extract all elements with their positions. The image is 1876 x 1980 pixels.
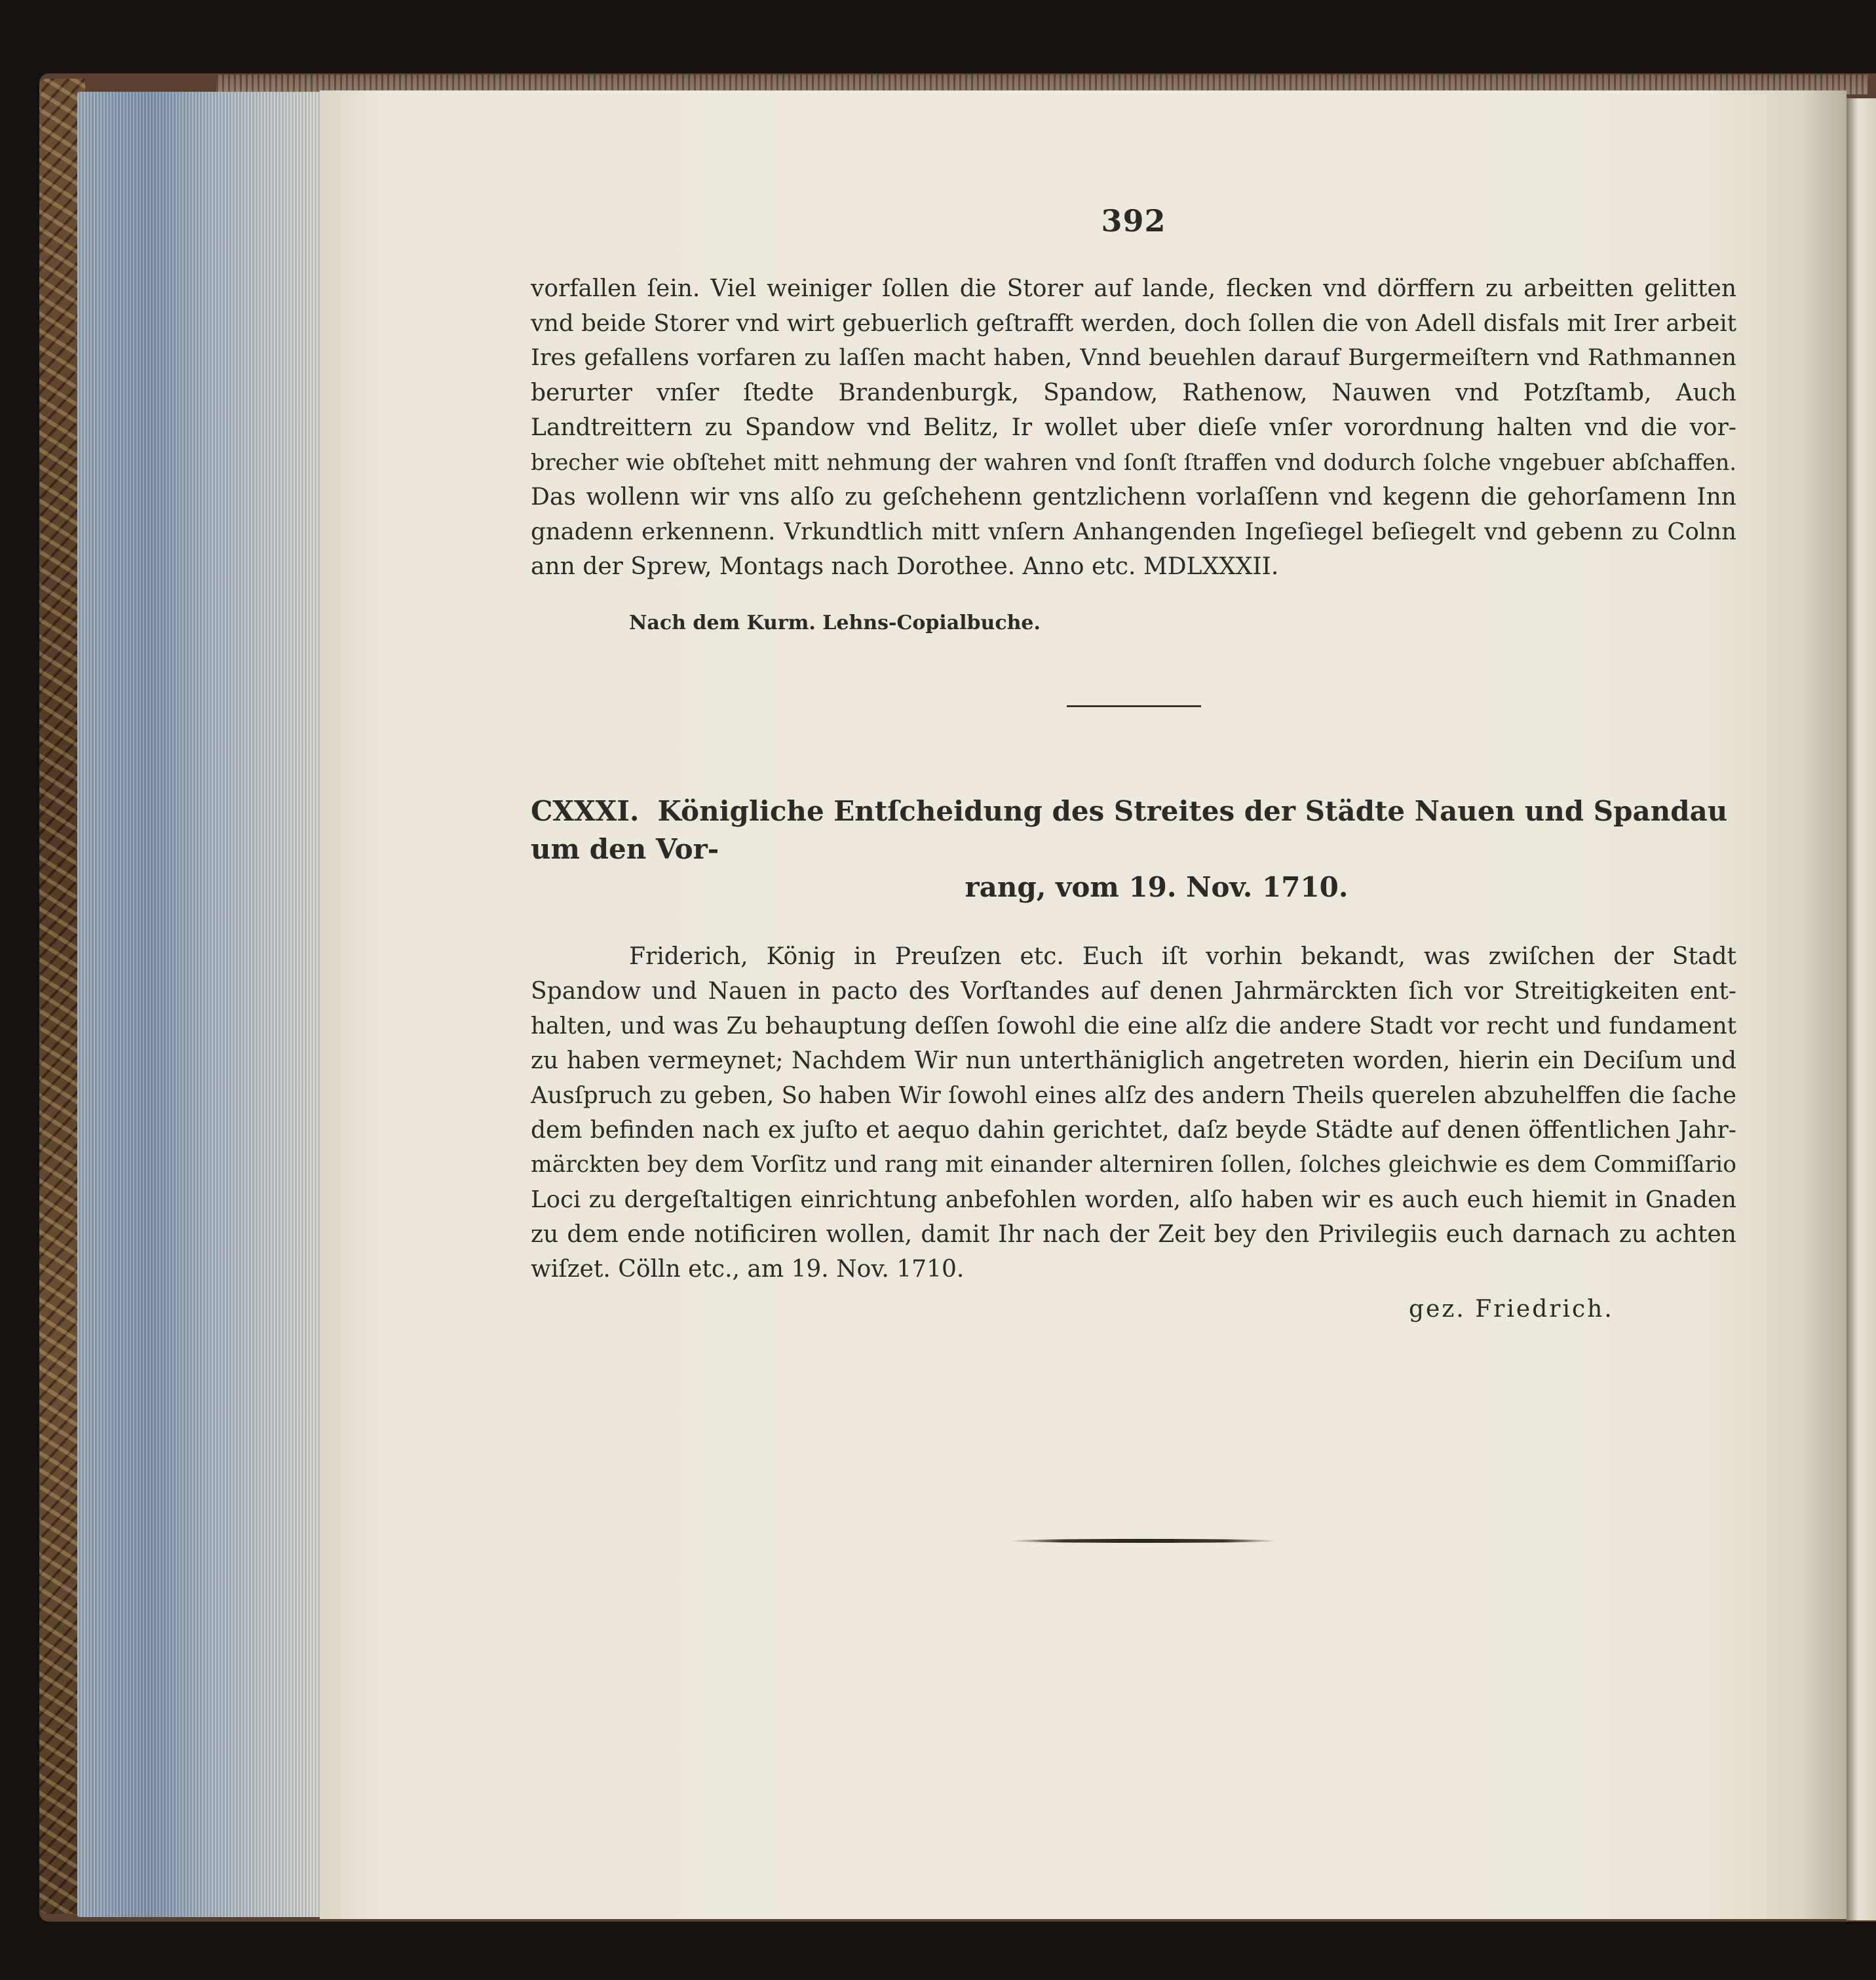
text-line: Das wollenn wir vns alſo zu geſchehenn gentzlichenn vorlaſſenn vnd kegenn die gehorſamenn Inn bbox=[531, 484, 1736, 511]
text-line: vnd beide Storer vnd wirt gebuerlich geſtrafft werden, doch ſollen die von Adell disfals mit Irer arbeit bbox=[531, 310, 1736, 337]
text-line: gnadenn erkennenn. Vrkundtlich mitt vnſern Anhangenden Ingeſiegel beſiegelt vnd gebenn zu Colnn bbox=[531, 518, 1736, 545]
decree-paragraph-2 bbox=[531, 939, 1736, 1287]
text-line: Ausſpruch zu geben, So haben Wir ſowohl eines alſz des andern Theils querelen abzuhelffen die ſache bbox=[531, 1082, 1736, 1109]
facing-page-edge bbox=[1847, 98, 1876, 1920]
text-line: vorfallen ſein. Viel weiniger ſollen die Storer auf lande, flecken vnd dörffern zu arbeitten gelitten bbox=[531, 275, 1736, 302]
page-number: 392 bbox=[1101, 203, 1166, 239]
page-content bbox=[531, 203, 1736, 1543]
text-line: Friderich, König in Preuſzen etc. Euch iſt vorhin bekandt, was zwiſchen der Stadt bbox=[629, 943, 1736, 970]
text-line: Landtreittern zu Spandow vnd Belitz, Ir wollet uber dieſe vnſer vorordnung halten vnd die vor- bbox=[531, 414, 1736, 441]
end-ornament-rule bbox=[1009, 1539, 1278, 1543]
section-title-line-1: Königliche Entſcheidung des Streites der Städte Nauen und Spandau um den Vor- bbox=[531, 795, 1728, 865]
text-line: Spandow und Nauen in pacto des Vorſtandes auf denen Jahrmärckten ſich vor Streitigkeiten ent- bbox=[531, 978, 1736, 1005]
signature: gez. Friedrich. bbox=[1409, 1296, 1614, 1323]
text-line: zu dem ende notificiren wollen, damit Ihr nach der Zeit bey den Privilegiis euch darnach zu achten bbox=[531, 1221, 1736, 1248]
section-number: CXXXI. bbox=[531, 795, 640, 827]
decree-paragraph-1 bbox=[531, 271, 1736, 584]
source-note: Nach dem Kurm. Lehns-Copialbuche. bbox=[629, 611, 1041, 634]
text-line: ann der Sprew, Montags nach Dorotheе. Anno etc. MDLXXXII. bbox=[531, 553, 1279, 580]
text-line: halten, und was Zu behauptung deſſen ſowohl die eine alſz die andere Stadt vor recht und fundament bbox=[531, 1013, 1736, 1039]
page-stack-edge bbox=[77, 92, 320, 1917]
text-line: märckten bey dem Vorſitz und rang mit einander alterniren ſollen, ſolches gleichwie es dem Commiſſario bbox=[531, 1152, 1736, 1178]
text-line: wiſzet. Cölln etc., am 19. Nov. 1710. bbox=[531, 1256, 965, 1283]
text-line: dem befinden nach ex juſto et aequo dahin gerichtet, daſz beyde Städte auf denen öffentlichen Jahr- bbox=[531, 1117, 1736, 1144]
section-title-line-2: rang, vom 19. Nov. 1710. bbox=[965, 871, 1349, 903]
text-line: zu haben vermeynet; Nachdem Wir nun unterthäniglich angetreten worden, hierin ein Deciſum und bbox=[531, 1047, 1736, 1074]
text-line: Loci zu dergeſtaltigen einrichtung anbefohlen worden, alſo haben wir es auch euch hiemit in Gnaden bbox=[531, 1186, 1736, 1213]
text-line: berurter vnſer ſtedte Brandenburgk, Spandow, Rathenow, Nauwen vnd Potzſtamb, Auch bbox=[531, 379, 1736, 406]
section-heading bbox=[531, 792, 1736, 906]
text-line: Ires gefallens vorfaren zu laſſen macht haben, Vnnd beuehlen darauf Burgermeiſtern vnd Rathmannen bbox=[531, 345, 1736, 371]
section-divider bbox=[1067, 705, 1201, 707]
text-line: brecher wie obſtehet mitt nehmung der wahren vnd ſonſt ſtraffen vnd dodurch ſolche vngebuer abſchaffen. bbox=[531, 450, 1736, 475]
